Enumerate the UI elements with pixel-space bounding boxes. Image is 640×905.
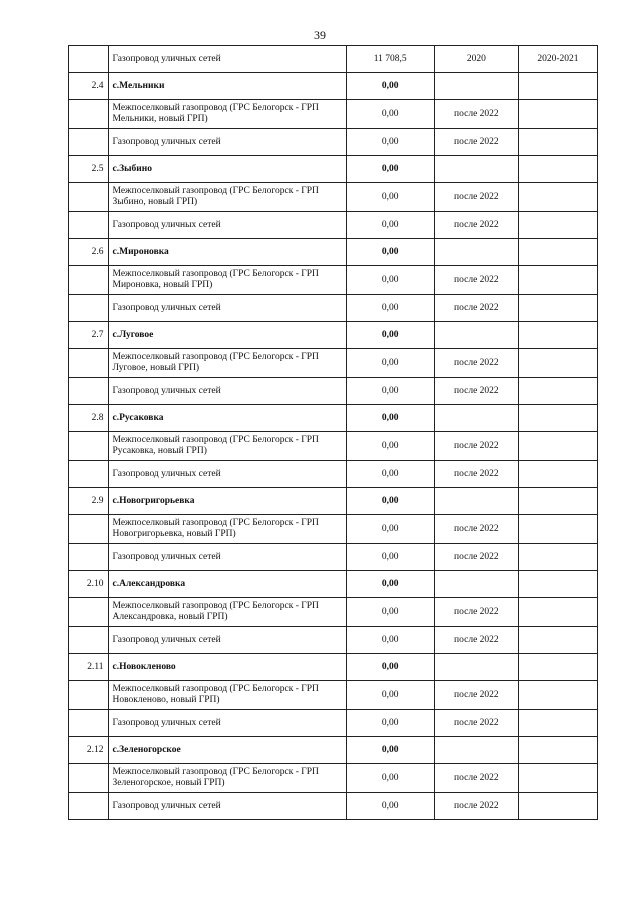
table-row: [69, 129, 598, 156]
period-cell: [518, 100, 597, 129]
year-cell: после 2022: [434, 349, 518, 378]
village-name: с.Александровка: [108, 571, 346, 598]
year-cell: [434, 571, 518, 598]
row-number-cell: [69, 710, 109, 737]
value-cell: 0,00: [346, 793, 434, 820]
year-cell: [434, 322, 518, 349]
year-cell: 2020: [434, 46, 518, 73]
section-number: 2.11: [69, 654, 109, 681]
village-value: 0,00: [346, 239, 434, 266]
section-header-row: [69, 571, 598, 598]
row-number-cell: [69, 681, 109, 710]
object-name-cell: Межпоселковый газопровод (ГРС Белогорск - ГРП Зыбино, новый ГРП): [108, 183, 346, 212]
section-number: 2.7: [69, 322, 109, 349]
object-name-cell: Межпоселковый газопровод (ГРС Белогорск - ГРП Зеленогорское, новый ГРП): [108, 764, 346, 793]
row-number-cell: [69, 793, 109, 820]
row-number-cell: [69, 266, 109, 295]
section-number: 2.4: [69, 73, 109, 100]
table-row: [69, 793, 598, 820]
row-number-cell: [69, 378, 109, 405]
section-number: 2.10: [69, 571, 109, 598]
period-cell: 2020-2021: [518, 46, 597, 73]
village-name: с.Новогригорьевка: [108, 488, 346, 515]
village-name: с.Мироновка: [108, 239, 346, 266]
year-cell: после 2022: [434, 432, 518, 461]
period-cell: [518, 627, 597, 654]
value-cell: 0,00: [346, 461, 434, 488]
period-cell: [518, 349, 597, 378]
section-header-row: [69, 322, 598, 349]
gas-pipeline-table: [68, 45, 598, 820]
year-cell: после 2022: [434, 183, 518, 212]
value-cell: 0,00: [346, 681, 434, 710]
row-number-cell: [69, 129, 109, 156]
table-row: [69, 627, 598, 654]
village-name: с.Русаковка: [108, 405, 346, 432]
section-number: 2.9: [69, 488, 109, 515]
table-row: [69, 349, 598, 378]
village-value: 0,00: [346, 405, 434, 432]
period-cell: [518, 598, 597, 627]
row-number-cell: [69, 515, 109, 544]
period-cell: [518, 793, 597, 820]
section-header-row: [69, 488, 598, 515]
object-name-cell: Межпоселковый газопровод (ГРС Белогорск - ГРП Русаковка, новый ГРП): [108, 432, 346, 461]
period-cell: [518, 183, 597, 212]
period-cell: [518, 432, 597, 461]
object-name-cell: Межпоселковый газопровод (ГРС Белогорск - ГРП Александровка, новый ГРП): [108, 598, 346, 627]
village-value: 0,00: [346, 322, 434, 349]
period-cell: [518, 239, 597, 266]
row-number-cell: [69, 183, 109, 212]
row-number-cell: [69, 212, 109, 239]
village-value: 0,00: [346, 654, 434, 681]
table-row: [69, 764, 598, 793]
period-cell: [518, 212, 597, 239]
row-number-cell: [69, 432, 109, 461]
row-number-cell: [69, 598, 109, 627]
year-cell: [434, 737, 518, 764]
value-cell: 0,00: [346, 295, 434, 322]
value-cell: 0,00: [346, 212, 434, 239]
object-name-cell: Газопровод уличных сетей: [108, 295, 346, 322]
village-value: 0,00: [346, 73, 434, 100]
village-name: с.Мельники: [108, 73, 346, 100]
page-number: 39: [314, 28, 326, 42]
value-cell: 0,00: [346, 378, 434, 405]
village-name: с.Луговое: [108, 322, 346, 349]
period-cell: [518, 488, 597, 515]
row-number-cell: [69, 764, 109, 793]
row-number-cell: [69, 349, 109, 378]
year-cell: после 2022: [434, 681, 518, 710]
year-cell: после 2022: [434, 764, 518, 793]
period-cell: [518, 378, 597, 405]
year-cell: [434, 405, 518, 432]
value-cell: 0,00: [346, 627, 434, 654]
object-name-cell: Межпоселковый газопровод (ГРС Белогорск - ГРП Мироновка, новый ГРП): [108, 266, 346, 295]
section-header-row: [69, 654, 598, 681]
value-cell: 0,00: [346, 598, 434, 627]
year-cell: после 2022: [434, 627, 518, 654]
period-cell: [518, 710, 597, 737]
row-number-cell: [69, 544, 109, 571]
period-cell: [518, 295, 597, 322]
table-body: [69, 46, 598, 820]
year-cell: после 2022: [434, 266, 518, 295]
section-header-row: [69, 73, 598, 100]
section-number: 2.6: [69, 239, 109, 266]
table-row: [69, 515, 598, 544]
value-cell: 0,00: [346, 710, 434, 737]
period-cell: [518, 654, 597, 681]
period-cell: [518, 129, 597, 156]
period-cell: [518, 266, 597, 295]
value-cell: 11 708,5: [346, 46, 434, 73]
table-row: [69, 461, 598, 488]
object-name-cell: Газопровод уличных сетей: [108, 627, 346, 654]
object-name-cell: Межпоселковый газопровод (ГРС Белогорск - ГРП Новокленово, новый ГРП): [108, 681, 346, 710]
year-cell: после 2022: [434, 378, 518, 405]
period-cell: [518, 515, 597, 544]
object-name-cell: Газопровод уличных сетей: [108, 212, 346, 239]
year-cell: [434, 156, 518, 183]
value-cell: 0,00: [346, 432, 434, 461]
section-number: 2.8: [69, 405, 109, 432]
row-number-cell: [69, 461, 109, 488]
section-header-row: [69, 239, 598, 266]
table-row: [69, 295, 598, 322]
year-cell: после 2022: [434, 515, 518, 544]
value-cell: 0,00: [346, 764, 434, 793]
object-name-cell: Межпоселковый газопровод (ГРС Белогорск - ГРП Луговое, новый ГРП): [108, 349, 346, 378]
year-cell: после 2022: [434, 710, 518, 737]
village-value: 0,00: [346, 737, 434, 764]
object-name-cell: Газопровод уличных сетей: [108, 461, 346, 488]
object-name-cell: Газопровод уличных сетей: [108, 793, 346, 820]
period-cell: [518, 73, 597, 100]
table-row: [69, 681, 598, 710]
village-name: с.Зыбино: [108, 156, 346, 183]
section-header-row: [69, 405, 598, 432]
section-header-row: [69, 156, 598, 183]
section-number: 2.12: [69, 737, 109, 764]
value-cell: 0,00: [346, 349, 434, 378]
row-number-cell: [69, 295, 109, 322]
year-cell: [434, 654, 518, 681]
period-cell: [518, 681, 597, 710]
year-cell: [434, 239, 518, 266]
village-value: 0,00: [346, 156, 434, 183]
year-cell: [434, 488, 518, 515]
year-cell: после 2022: [434, 100, 518, 129]
period-cell: [518, 461, 597, 488]
period-cell: [518, 322, 597, 349]
value-cell: 0,00: [346, 544, 434, 571]
year-cell: после 2022: [434, 793, 518, 820]
value-cell: 0,00: [346, 266, 434, 295]
object-name-cell: Газопровод уличных сетей: [108, 46, 346, 73]
period-cell: [518, 544, 597, 571]
table-row: [69, 378, 598, 405]
row-number-cell: [69, 100, 109, 129]
table-row: [69, 710, 598, 737]
object-name-cell: Газопровод уличных сетей: [108, 129, 346, 156]
section-number: 2.5: [69, 156, 109, 183]
table-row: [69, 100, 598, 129]
year-cell: после 2022: [434, 598, 518, 627]
value-cell: 0,00: [346, 129, 434, 156]
object-name-cell: Газопровод уличных сетей: [108, 378, 346, 405]
village-value: 0,00: [346, 488, 434, 515]
table-row: [69, 212, 598, 239]
row-number-cell: [69, 627, 109, 654]
value-cell: 0,00: [346, 183, 434, 212]
year-cell: после 2022: [434, 212, 518, 239]
object-name-cell: Межпоселковый газопровод (ГРС Белогорск - ГРП Новогригорьевка, новый ГРП): [108, 515, 346, 544]
section-header-row: [69, 737, 598, 764]
period-cell: [518, 764, 597, 793]
table-row: [69, 266, 598, 295]
village-value: 0,00: [346, 571, 434, 598]
year-cell: после 2022: [434, 295, 518, 322]
village-name: с.Новокленово: [108, 654, 346, 681]
table-row: [69, 432, 598, 461]
object-name-cell: Газопровод уличных сетей: [108, 544, 346, 571]
table-row: [69, 544, 598, 571]
object-name-cell: Газопровод уличных сетей: [108, 710, 346, 737]
village-name: с.Зеленогорское: [108, 737, 346, 764]
period-cell: [518, 571, 597, 598]
year-cell: после 2022: [434, 544, 518, 571]
object-name-cell: Межпоселковый газопровод (ГРС Белогорск - ГРП Мельники, новый ГРП): [108, 100, 346, 129]
table-row: [69, 46, 598, 73]
row-number-cell: [69, 46, 109, 73]
table-row: [69, 183, 598, 212]
table-row: [69, 598, 598, 627]
value-cell: 0,00: [346, 515, 434, 544]
year-cell: после 2022: [434, 461, 518, 488]
year-cell: после 2022: [434, 129, 518, 156]
period-cell: [518, 405, 597, 432]
value-cell: 0,00: [346, 100, 434, 129]
year-cell: [434, 73, 518, 100]
period-cell: [518, 156, 597, 183]
period-cell: [518, 737, 597, 764]
